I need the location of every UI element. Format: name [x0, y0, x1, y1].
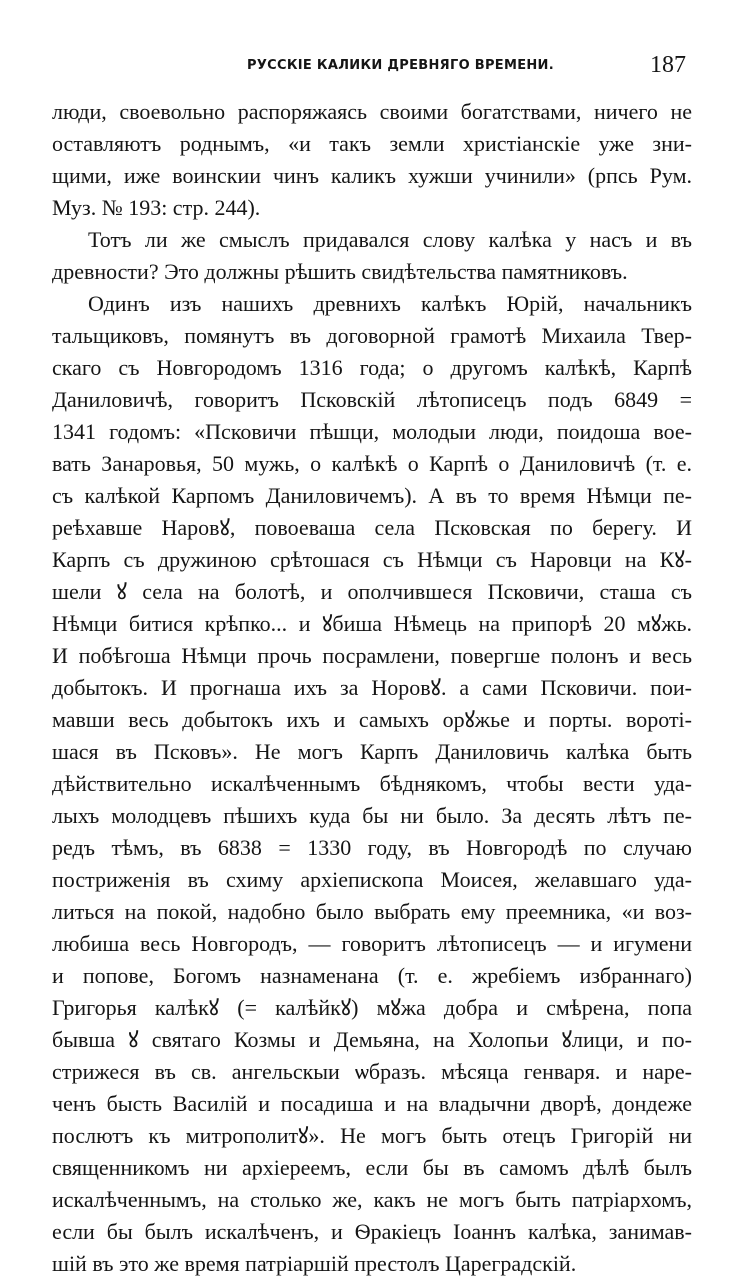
text-line: древности? Это должны рѣшить свидѣтельства памятниковъ.: [52, 259, 628, 284]
text-line: Одинъ изъ нашихъ древнихъ калѣкъ Юрій, начальникъ: [88, 291, 692, 316]
text-line: шели ꙋ села на болотѣ, и ополчившеся Псковичи, сташа съ: [52, 579, 692, 604]
text-line: добытокъ. И прогнаша ихъ за Норовꙋ. а сами Псковичи. пои-: [52, 675, 692, 700]
paragraph: [52, 96, 692, 224]
page-number: 187: [650, 52, 686, 78]
text-line: вать Занаровья, 50 мужь, о калѣкѣ о Карпѣ о Даниловичѣ (т. е.: [52, 451, 692, 476]
text-line: Даниловичѣ, говоритъ Псковскій лѣтописецъ подъ 6849 =: [52, 387, 692, 412]
paragraph: [52, 288, 692, 1280]
text-line: Нѣмци битися крѣпко... и ꙋбиша Нѣмець на припорѣ 20 мꙋжь.: [52, 611, 692, 636]
running-title: РУССКІЕ КАЛИКИ ДРЕВНЯГО ВРЕМЕНИ.: [247, 58, 554, 73]
text-line: искалѣченнымъ, на столько же, какъ не могъ быть патріархомъ,: [52, 1187, 692, 1212]
text-line: Тотъ ли же смыслъ придавался слову калѣка у насъ и въ: [88, 227, 692, 252]
text-line: литься на покой, надобно было выбрать ему преемника, «и воз-: [52, 899, 692, 924]
text-line: послютъ къ митрополитꙋ». Не могъ быть отецъ Григорій ни: [52, 1123, 692, 1148]
text-line: бывша ꙋ святаго Козмы и Демьяна, на Холопьи ꙋлици, и по-: [52, 1027, 692, 1052]
text-line: любиша весь Новгородъ, — говоритъ лѣтописецъ — и игумени: [52, 931, 692, 956]
text-line: тальщиковъ, помянутъ въ договорной грамотѣ Михаила Твер-: [52, 323, 692, 348]
running-head: [52, 48, 692, 88]
text-line: постриженія въ схиму архіепископа Моисея, желавшаго уда-: [52, 867, 692, 892]
body-text: [52, 96, 692, 1280]
text-line: Григорья калѣкꙋ (= калѣйкꙋ) мꙋжа добра и смѣрена, попа: [52, 995, 692, 1020]
text-line: и попове, Богомъ назнаменана (т. е. жребіемъ избраннаго): [52, 963, 692, 988]
text-line: шася въ Псковъ». Не могъ Карпъ Даниловичь калѣка быть: [52, 739, 692, 764]
text-line: Муз. № 193: стр. 244).: [52, 195, 261, 220]
text-line: скаго съ Новгородомъ 1316 года; о другомъ калѣкѣ, Карпѣ: [52, 355, 692, 380]
text-line: люди, своевольно распоряжаясь своими богатствами, ничего не: [52, 99, 692, 124]
text-line: И побѣгоша Нѣмци прочь посрамлени, повергше полонъ и весь: [52, 643, 692, 668]
text-line: съ калѣкой Карпомъ Даниловичемъ). А въ то время Нѣмци пе-: [52, 483, 692, 508]
text-line: шій въ это же время патріаршій престолъ Цареградскій.: [52, 1251, 577, 1276]
text-line: если бы былъ искалѣченъ, и Ѳракіецъ Іоаннъ калѣка, занимав-: [52, 1219, 692, 1244]
text-line: Карпъ съ дружиною срѣтошася съ Нѣмци съ Наровци на Кꙋ-: [52, 547, 692, 572]
text-line: ченъ бысть Василій и посадиша и на владычни дворѣ, дондеже: [52, 1091, 692, 1116]
text-line: щими, иже воинскии чинъ каликъ хужши учинили» (рпсь Рум.: [52, 163, 692, 188]
paragraph: [52, 224, 692, 288]
text-line: стрижеся въ св. ангельскыи ѡбразъ. мѣсяца генваря. и наре-: [52, 1059, 692, 1084]
text-line: лыхъ молодцевъ пѣшихъ куда бы ни было. За десять лѣтъ пе-: [52, 803, 692, 828]
text-line: дѣйствительно искалѣченнымъ бѣднякомъ, чтобы вести уда-: [52, 771, 692, 796]
text-line: оставляютъ роднымъ, «и такъ земли христіанскіе уже зни-: [52, 131, 692, 156]
text-line: мавши весь добытокъ ихъ и самыхъ орꙋжье и порты. воротi-: [52, 707, 692, 732]
text-line: 1341 годомъ: «Псковичи пѣшци, молодыи люди, поидоша вое-: [52, 419, 692, 444]
text-line: священникомъ ни архіереемъ, если бы въ самомъ дѣлѣ былъ: [52, 1155, 692, 1180]
text-line: редъ тѣмъ, въ 6838 = 1330 году, въ Новгородѣ по случаю: [52, 835, 692, 860]
text-line: реѣхавше Наровꙋ, повоеваша села Псковская по берегу. И: [52, 515, 692, 540]
